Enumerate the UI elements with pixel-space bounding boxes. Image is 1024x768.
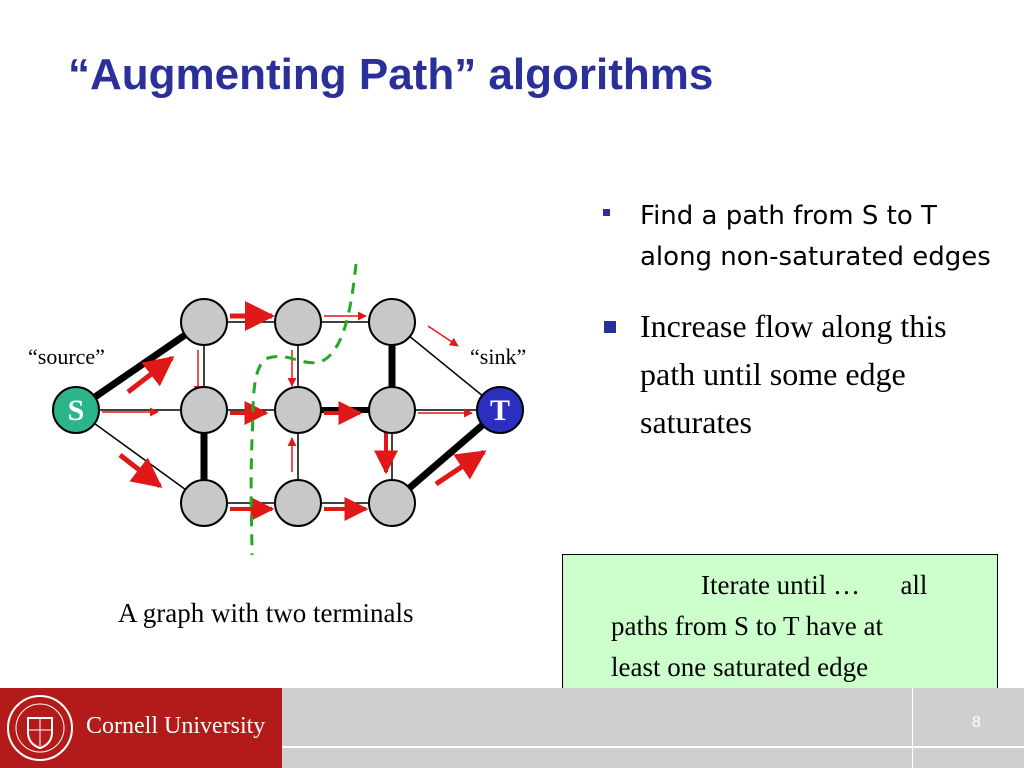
footer-divider-vertical <box>912 688 913 768</box>
bullet-square-icon <box>604 321 616 333</box>
bullet-square-icon <box>603 209 610 216</box>
source-label: “source” <box>28 344 105 369</box>
bullet-item <box>598 196 1008 278</box>
note-line: paths from S to T have at <box>611 611 883 641</box>
sink-label: “sink” <box>470 344 527 369</box>
bullet-item <box>598 302 1008 446</box>
note-line: Iterate until … all <box>701 570 928 600</box>
graph-diagram <box>0 250 560 570</box>
note-line: least one saturated edge <box>611 652 869 682</box>
slide-title: “Augmenting Path” algorithms <box>68 50 714 99</box>
sink-node-label: T <box>489 394 511 427</box>
source-node-label: S <box>67 394 85 427</box>
page-number: 8 <box>972 714 981 731</box>
cornell-seal-icon <box>0 688 80 768</box>
cornell-logo <box>0 688 282 768</box>
bullet-list <box>598 196 1008 446</box>
graph-nodes <box>181 299 415 526</box>
graph-caption: A graph with two terminals <box>118 598 414 628</box>
university-name: Cornell University <box>86 713 266 739</box>
bullet-text: Find a path from S to T along non-saturated edges <box>640 201 991 272</box>
bullet-text: Increase flow along this path until some edge saturates <box>640 308 947 440</box>
